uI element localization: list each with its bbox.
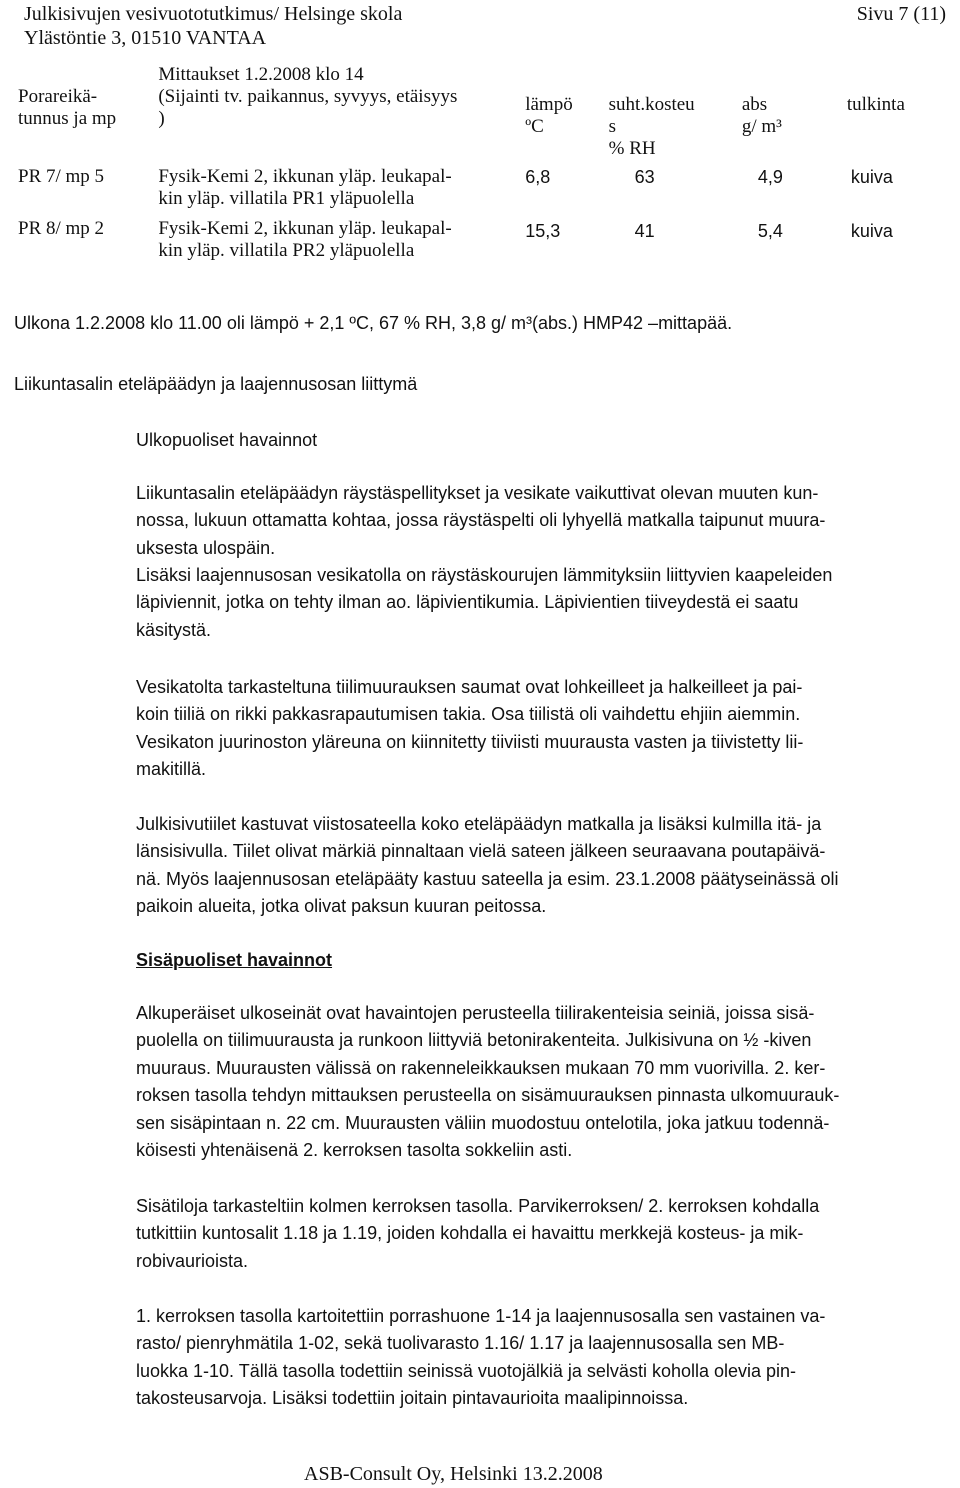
header-address: Ylästöntie 3, 01510 VANTAA bbox=[24, 27, 267, 49]
paragraph-7: 1. kerroksen tasolla kartoitettiin porrashuone 1-14 ja laajennusosalla sen vastainen va- rasto/ pienryhmätila 1-02, sekä tuolivarasto 1.16/ 1.17 ja laajennusosalla sen MB- luokka 1-10. Tällä tasolla todettiin seinissä vuotojälkiä ja selvästi koholla olevia pin- takosteusarvoja. Lisäksi todettiin joitain pintavaurioita maalipinnoissa. bbox=[136, 1306, 826, 1409]
page-number: Sivu 7 (11) bbox=[856, 3, 946, 25]
subsection-outdoor: Ulkopuoliset havainnot bbox=[136, 430, 318, 450]
footer: ASB-Consult Oy, Helsinki 13.2.2008 bbox=[304, 1463, 603, 1485]
measurement-table bbox=[14, 64, 960, 262]
header-cell-temp: lämpö ºC bbox=[525, 94, 573, 137]
paragraph-2: Lisäksi laajennusosan vesikatolla on räystäskourujen lämmityksiin liittyvien kaapeleiden läpiviennit, jotka on tehty ilman ao. läpivientikumia. Läpivientien tiiveydestä ei saatu käsitystä. bbox=[136, 565, 833, 640]
paragraph-6: Sisätiloja tarkasteltiin kolmen kerroksen tasolla. Parvikerroksen/ 2. kerroksen kohdalla tutkittiin kuntosalit 1.18 ja 1.19, joiden kohdalla ei havaittu merkkejä kosteus- ja mik- robivaurioista. bbox=[136, 1196, 820, 1271]
section-title: Liikuntasalin eteläpäädyn ja laajennusosan liittymä bbox=[14, 374, 418, 394]
header-cell-abs: abs g/ m³ bbox=[741, 94, 782, 137]
table-row: PR 8/ mp 2 Fysik-Kemi 2, ikkunan yläp. leukapal- kin yläp. villatila PR2 yläpuolella 15,3 41 5,4 kuiva bbox=[18, 218, 893, 261]
header-cell-interpretation: tulkinta bbox=[846, 94, 905, 115]
header-cell-location: Mittaukset 1.2.2008 klo 14 (Sijainti tv. paikannus, syvyys, etäisyys ) bbox=[158, 64, 525, 160]
table-header-row bbox=[14, 64, 960, 160]
header-cell-mp: Porareikä- tunnus ja mp bbox=[18, 86, 117, 129]
subsection-indoor: Sisäpuoliset havainnot bbox=[136, 950, 333, 970]
paragraph-1: Liikuntasalin eteläpäädyn räystäspellitykset ja vesikate vaikuttivat olevan muuten kun- nossa, lukuun ottamatta kohtaa, jossa räystäspelti oli lyhyellä matkalla taipunut muura- uksesta ulospäin. bbox=[136, 483, 826, 558]
header-cell-rh: suht.kosteu s % RH bbox=[608, 94, 695, 159]
header-title: Julkisivujen vesivuototutkimus/ Helsinge skola bbox=[24, 3, 403, 25]
measurement-date: Mittaukset 1.2.2008 klo 14 bbox=[158, 64, 364, 85]
paragraph-4: Julkisivutiilet kastuvat viistosateella koko eteläpäädyn matkalla ja lisäksi kulmilla itä- ja länsisivulla. Tiilet olivat märkiä pinnaltaan vielä sateen jälkeen seuraavana poutapäivä- nä. Myös laajennusosan eteläpääty kastuu sateella ja esim. 23.1.2008 päätyseinässä oli paikoin alueita, jotka olivat paksun kuuran peitossa. bbox=[136, 814, 839, 917]
outdoor-reading: Ulkona 1.2.2008 klo 11.00 oli lämpö + 2,1 ºC, 67 % RH, 3,8 g/ m³(abs.) HMP42 –mittapää. bbox=[14, 313, 733, 333]
paragraph-5: Alkuperäiset ulkoseinät ovat havaintojen perusteella tiilirakenteisia seiniä, joissa sisä- puolella on tiilimuurausta ja runkoon liittyviä betonirakenteita. Julkisivuna on ½ -kiven muuraus. Muurausten välissä on rakenneleikkauksen mukaan 70 mm vuorivilla. 2. ker- roksen tasolla tehdyn mittauksen perusteella on sisämuurauksen pinnasta ulkomuurauk- sen sisäpintaan n. 22 cm. Muurausten väliin muodostuu ontelotila, joka jatkuu todennä- köisesti yhtenäisenä 2. kerroksen tasolta sokkeliin asti. bbox=[136, 1003, 840, 1161]
table-row: PR 7/ mp 5 Fysik-Kemi 2, ikkunan yläp. leukapal- kin yläp. villatila PR1 yläpuolella 6,8 63 4,9 kuiva bbox=[18, 166, 893, 209]
paragraph-3: Vesikatolta tarkasteltuna tiilimuurauksen saumat ovat lohkeilleet ja halkeilleet ja pai- koin tiiliä on rikki pakkasrapautumisen takia. Osa tiilistä oli vaihdettu ehjiin aiemmin. Vesikaton juurinoston yläreuna on kiinnitetty tiiviisti muurausta vasten ja tiivistetty lii- makitillä. bbox=[136, 677, 804, 780]
